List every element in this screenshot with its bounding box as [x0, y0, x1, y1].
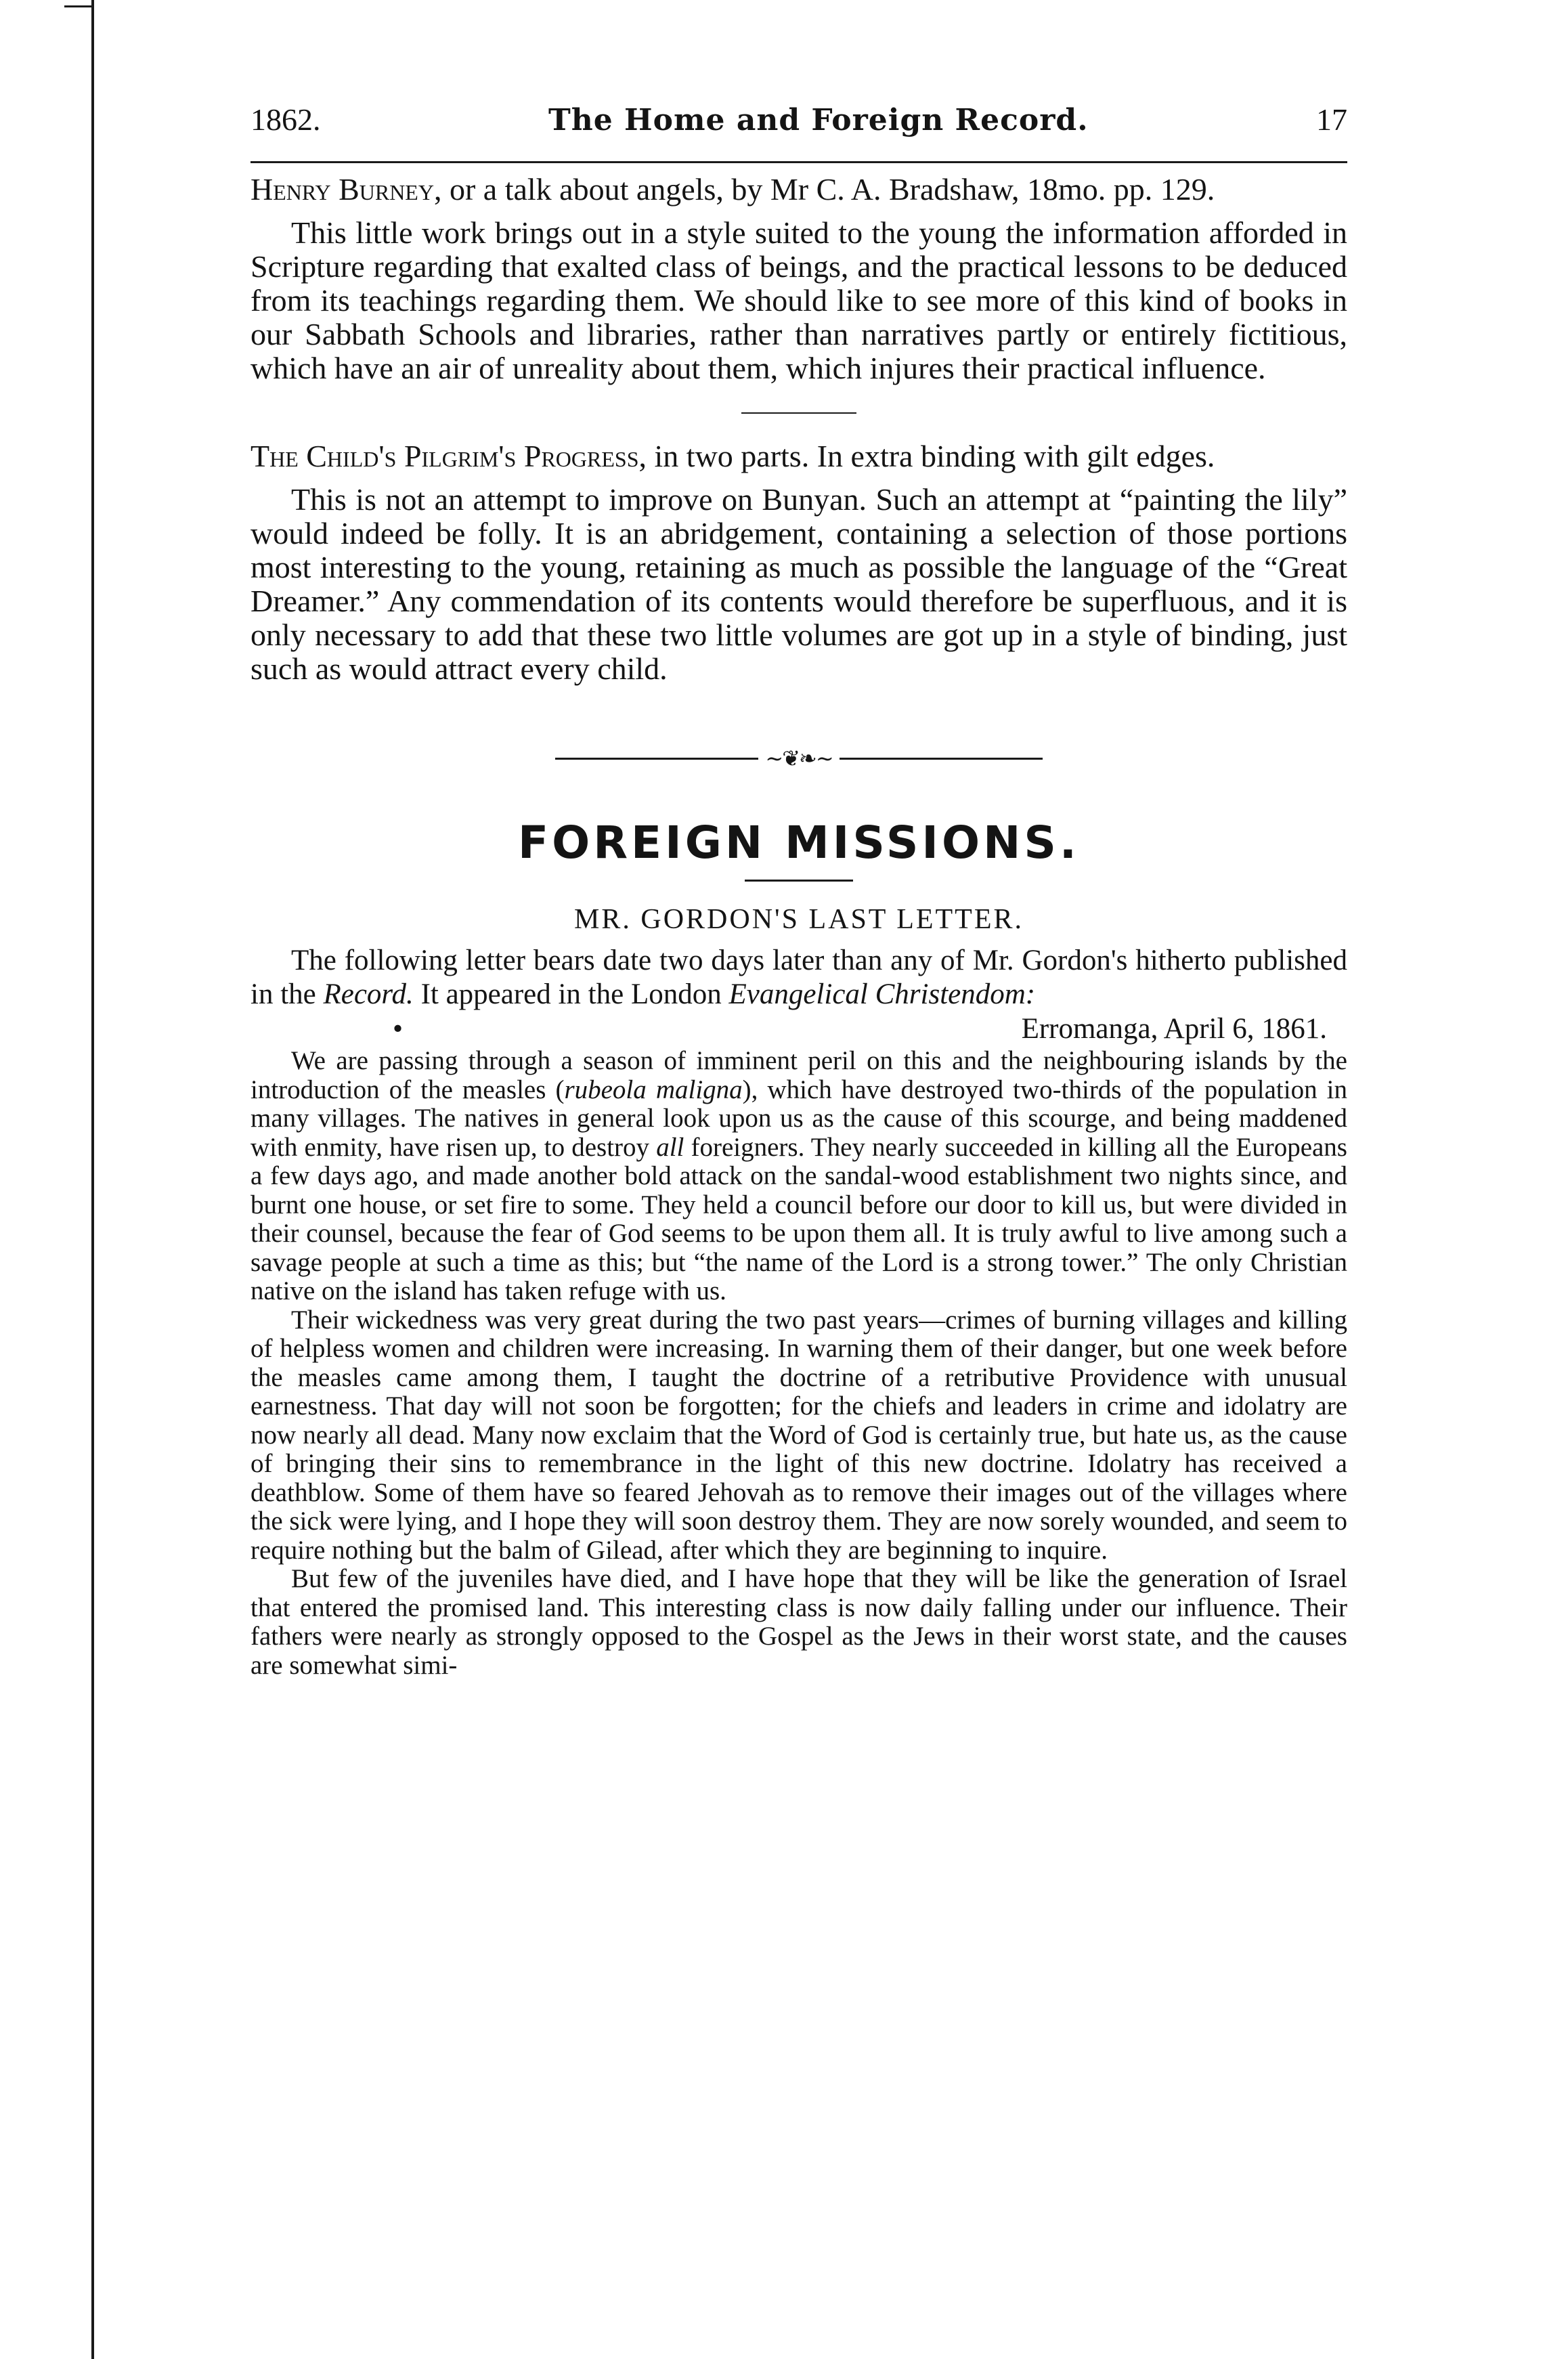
- latin-term: rubeola maligna: [564, 1075, 743, 1104]
- book-title: The Child's Pilgrim's Progress,: [251, 439, 647, 473]
- letter-text: foreigners. They nearly succeeded in killing all the Europeans a few days ago, and made another bold attack on the sandal-wood establishment two nights since, and burnt one house, or set fire to some. They held a council before our door to kill us, but were divided in their counsel, because the fear of God seems to be upon them all. It is truly awful to live among such a savage people at such a time as this; but “the name of the Lord is a strong tower.” The only Christian native on the island has taken refuge with us.: [251, 1132, 1347, 1305]
- header-rule: [251, 161, 1347, 163]
- page: [251, 102, 1347, 1680]
- binding-margin-rule: [91, 0, 94, 2359]
- intro-publication-title: Evangelical Christendom:: [728, 978, 1036, 1010]
- book-review: This is not an attempt to improve on Bunyan. Such an attempt at “painting the lily” would indeed be folly. It is an abridgement, containing a selection of those portions most interesting to the young, retaining as much as possible the language of the “Great Dreamer.” Any commendation of its contents would therefore be superfluous, and it is only necessary to add that these two little volumes are got up in a style of binding, just such as would attract every child.: [251, 482, 1347, 686]
- letter-paragraph: [251, 1047, 1347, 1306]
- book-title-line: [251, 173, 1347, 207]
- letter-paragraph: But few of the juveniles have died, and I have hope that they will be like the generation of Israel that entered the promised land. This interesting class is now daily falling under our influence. Their fathers were nearly as strongly opposed to the Gospel as the Jews in their worst state, and the causes are somewhat simi-: [251, 1564, 1347, 1680]
- article-intro: [251, 944, 1347, 1012]
- intro-text: It appeared in the London: [413, 978, 729, 1010]
- letter-body: [251, 1047, 1347, 1680]
- header-year: 1862.: [251, 102, 321, 137]
- book-details: in two parts. In extra binding with gilt edges.: [647, 439, 1215, 473]
- article-subheading: MR. GORDON'S LAST LETTER.: [574, 904, 1024, 935]
- book-review: This little work brings out in a style suited to the young the information afforded in Scripture regarding that exalted class of beings, and the practical lessons to be deduced from its teachings regarding them. We should like to see more of this kind of books in our Sabbath Schools and libraries, rather than narratives partly or entirely fictitious, which have an air of unreality about them, which injures their practical influence.: [251, 215, 1347, 385]
- letter-dateline: [251, 1012, 1347, 1047]
- letter-paragraph: Their wickedness was very great during the two past years—crimes of burning villages and killing of helpless women and children were increasing. In warning them of their danger, but one week before the measles came among them, I taught the doctrine of a retributive Providence with unusual earnestness. That day will not soon be forgotten; for the chiefs and leaders in crime and idolatry are now nearly all dead. Many now exclaim that the Word of God is certainly true, but hate us, as the cause of bringing their sins to remembrance in the light of this new doctrine. Idolatry has received a deathblow. Some of them have so feared Jehovah as to remove their images out of the villages where the sick were lying, and I hope they will soon destroy them. They are now sorely wounded, and seem to require nothing but the balm of Gilead, after which they are beginning to inquire.: [251, 1305, 1347, 1565]
- book-title: Henry Burney,: [251, 172, 442, 207]
- book-details: or a talk about angels, by Mr C. A. Bradshaw, 18mo. pp. 129.: [441, 172, 1215, 207]
- bullet-mark: •: [393, 1013, 404, 1045]
- emphasis: all: [656, 1132, 684, 1162]
- ornament-right-line: [840, 758, 1043, 760]
- book-notice-henry-burney: [251, 173, 1347, 385]
- letter-text: ), which have destroyed two-thirds of the population in many villages. The natives in general look upon us as the cause of this scourge, and being maddened with enmity, have risen up, to destroy: [251, 1075, 1347, 1162]
- letter-text: We are passing through a season of imminent peril on this and the neighbouring islands by the introduction of the measles (: [251, 1046, 1347, 1104]
- header-page-number: 17: [1316, 102, 1347, 137]
- running-header: [251, 102, 1347, 156]
- heading-rule: [745, 880, 853, 882]
- ornamental-divider: [251, 748, 1347, 769]
- flourish-ornament-icon: ∼❦❧∼: [765, 746, 833, 771]
- intro-record-title: Record.: [323, 978, 414, 1010]
- ornament-left-line: [555, 758, 758, 760]
- intro-paragraph: [251, 944, 1347, 1012]
- header-title: The Home and Foreign Record.: [548, 103, 1089, 137]
- book-notice-childs-pilgrims-progress: [251, 439, 1347, 686]
- margin-tick-mark: [64, 5, 91, 7]
- dateline-text: Erromanga, April 6, 1861.: [1021, 1013, 1327, 1045]
- section-heading: FOREIGN MISSIONS.: [518, 817, 1080, 869]
- intro-text: The following letter bears date two days later than any of Mr. Gordon's hitherto published in the: [251, 945, 1347, 1010]
- section-divider: [741, 412, 856, 414]
- book-title-line: [251, 439, 1347, 473]
